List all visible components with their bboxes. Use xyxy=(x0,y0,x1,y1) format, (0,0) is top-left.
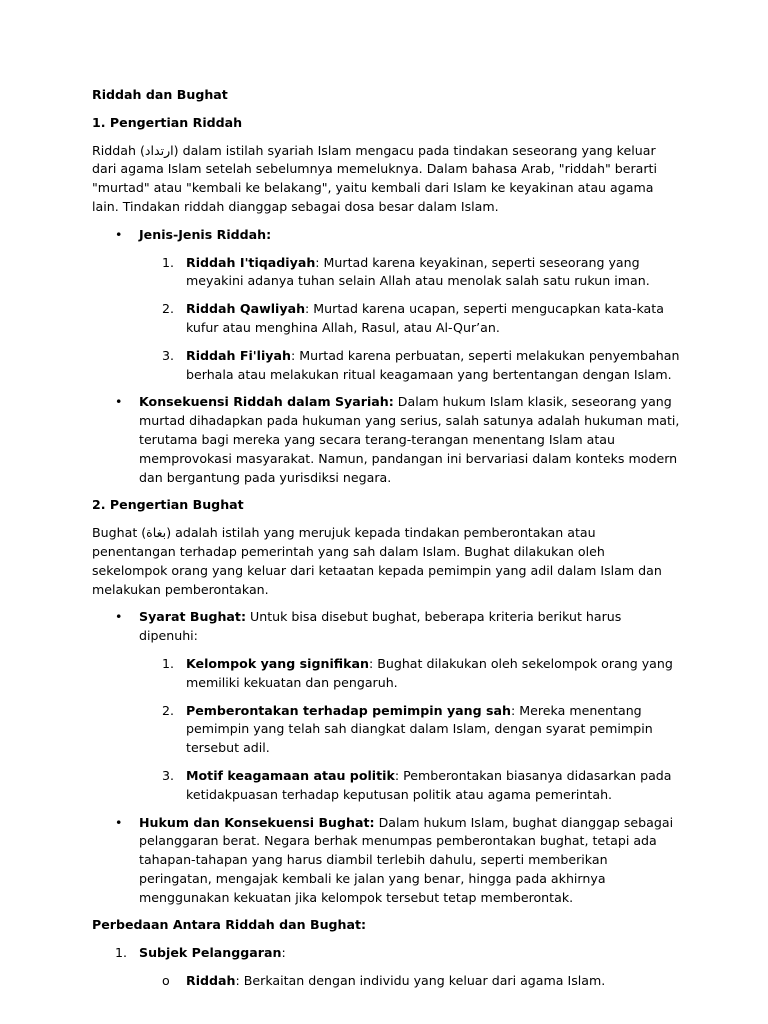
list-item-term: Pemberontakan terhadap pemimpin yang sah xyxy=(186,702,512,718)
section-heading-riddah: 1. Pengertian Riddah xyxy=(92,114,243,130)
list-number: 3. xyxy=(162,767,175,783)
list-item-text: : Mereka menentang pemimpin yang telah sah diangkat dalam Islam, dengan syarat pemimpin tersebut adil. xyxy=(186,702,653,756)
bullet-marker: • xyxy=(115,394,123,410)
bughat-arabic-term: بغاة xyxy=(146,525,167,541)
bughat-intro-paragraph xyxy=(92,524,682,599)
sub-bullet-marker: o xyxy=(162,973,170,989)
bullet-syarat-bughat xyxy=(92,608,682,646)
bullet-marker: • xyxy=(115,814,123,830)
riddah-intro-rest: ) dalam istilah syariah Islam mengacu pada tindakan seseorang yang keluar dari agama Islam setelah sebelumnya memeluknya. Dalam bahasa Arab, "riddah" berarti "murtad" atau "kembali ke belakang", yaitu kembali dari Islam ke keyakinan atau agama lain. Tindakan riddah dianggap sebagai dosa besar dalam Islam. xyxy=(92,142,657,214)
list-number: 1. xyxy=(115,945,128,961)
bullet-text: Dalam hukum Islam, bughat dianggap sebagai pelanggaran berat. Negara berhak menumpas pemberontakan bughat, tetapi ada tahapan-tahapan yang harus diambil terlebih dahulu, seperti memberikan peringatan, mengajak kembali ke jalan yang benar, hingga pada akhirnya menggunakan kekuatan jika kelompok tersebut tetap memberontak. xyxy=(139,814,674,905)
riddah-arabic-term: ارتداد xyxy=(144,142,174,158)
list-number: 3. xyxy=(162,347,175,363)
document-title: Riddah dan Bughat xyxy=(92,87,228,102)
list-item-text: : Berkaitan dengan individu yang keluar dari agama Islam. xyxy=(235,973,606,989)
list-number: 2. xyxy=(162,301,175,317)
list-item-term: Subjek Pelanggaran xyxy=(139,945,282,961)
list-item-term: Motif keagamaan atau politik xyxy=(186,767,395,783)
bullet-marker: • xyxy=(115,226,123,242)
list-item xyxy=(92,944,682,963)
list-item-term: Riddah Qawliyah xyxy=(186,301,306,317)
list-number: 2. xyxy=(162,702,175,718)
bullet-text: Dalam hukum Islam klasik, seseorang yang murtad dihadapkan pada hukuman yang serius, salah satunya adalah hukuman mati, terutama bagi mereka yang secara terang-terangan menentang Islam atau memprovokasi masyarakat. Namun, pandangan ini bervariasi dalam konteks modern dan bergantung pada yurisdiksi negara. xyxy=(139,394,680,485)
bughat-criteria-list xyxy=(92,655,682,805)
bughat-intro-start: Bughat ( xyxy=(92,525,147,541)
bullet-jenis-riddah xyxy=(92,226,682,245)
list-item xyxy=(92,702,682,758)
list-item-text: : Pemberontakan biasanya didasarkan pada ketidakpuasan terhadap keputusan politik atau agama pemerintah. xyxy=(186,767,672,802)
list-item-colon: : xyxy=(281,945,286,961)
list-item xyxy=(92,300,682,338)
list-item xyxy=(92,655,682,693)
list-item-term: Kelompok yang signifikan xyxy=(186,655,369,671)
bullet-label: Konsekuensi Riddah dalam Syariah: xyxy=(139,394,394,410)
list-number: 1. xyxy=(162,655,175,671)
list-item-term: Riddah I'tiqadiyah xyxy=(186,254,316,270)
list-item-term: Riddah xyxy=(186,973,236,989)
section-heading-bughat: 2. Pengertian Bughat xyxy=(92,497,244,513)
bullet-marker: • xyxy=(115,609,123,625)
bullet-label: Syarat Bughat: xyxy=(139,609,246,625)
riddah-intro-start: Riddah ( xyxy=(92,142,145,158)
list-item-text: : Bughat dilakukan oleh sekelompok orang yang memiliki kekuatan dan pengaruh. xyxy=(186,655,673,690)
bullet-hukum-bughat xyxy=(92,814,682,908)
list-item xyxy=(92,767,682,805)
bullet-label: Jenis-Jenis Riddah: xyxy=(139,226,272,242)
list-item-text: : Murtad karena perbuatan, seperti melakukan penyembahan berhala atau melakukan ritual keagamaan yang bertentangan dengan Islam. xyxy=(186,347,680,382)
document-page xyxy=(92,86,682,1000)
bughat-intro-rest: ) adalah istilah yang merujuk kepada tindakan pemberontakan atau penentangan terhadap pemerintah yang sah dalam Islam. Bughat dilakukan oleh sekelompok orang yang keluar dari ketaatan kepada pemimpin yang adil dalam Islam dan melakukan pemberontakan. xyxy=(92,525,662,597)
list-item xyxy=(92,254,682,292)
list-item-text: : Murtad karena keyakinan, seperti seseorang yang meyakini adanya tuhan selain Allah atau menolak salah satu rukun iman. xyxy=(186,254,650,289)
riddah-types-list xyxy=(92,254,682,385)
riddah-intro-paragraph xyxy=(92,142,682,217)
list-item-text: : Murtad karena ucapan, seperti mengucapkan kata-kata kufur atau menghina Allah, Rasul, atau Al-Qur’an. xyxy=(186,301,664,335)
section-heading-perbedaan: Perbedaan Antara Riddah dan Bughat: xyxy=(92,917,367,933)
list-item xyxy=(92,347,682,385)
list-item xyxy=(92,972,682,991)
list-number: 1. xyxy=(162,254,175,270)
list-item-term: Riddah Fi'liyah xyxy=(186,347,291,363)
bullet-label: Hukum dan Konsekuensi Bughat: xyxy=(139,814,375,830)
bullet-text: Untuk bisa disebut bughat, beberapa kriteria berikut harus dipenuhi: xyxy=(139,609,622,644)
bullet-konsekuensi-riddah xyxy=(92,393,682,487)
